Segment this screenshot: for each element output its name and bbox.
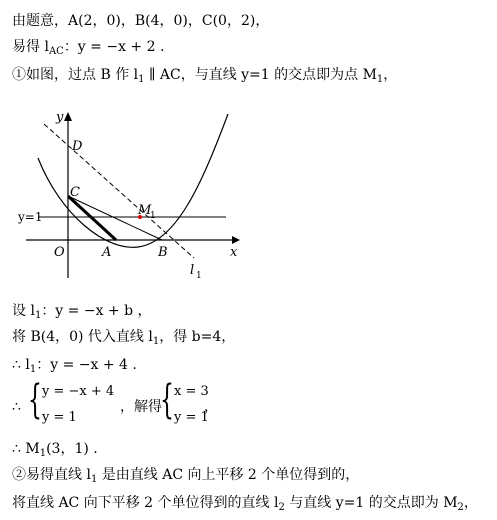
segment-ca	[68, 196, 116, 240]
line-l1-label: l	[190, 263, 195, 278]
step1-sub-2: 1	[376, 74, 384, 85]
point-d-label: D	[72, 139, 83, 154]
set-l1-sub: 1	[34, 310, 42, 321]
set-l1-eq: ：y = −x + b ，	[41, 303, 152, 319]
l1-result-eq: ：y = −x + 4 .	[36, 357, 137, 373]
m1-coords: (3，1) .	[46, 441, 98, 457]
system1-eq1: y = −x + 4	[42, 384, 115, 399]
step1-part-a: ①如图，过点 B 作 l	[12, 67, 139, 83]
l1-result-sub: 1	[29, 364, 37, 375]
line-y1-label: y=1	[18, 210, 43, 224]
step1-sub-1: 1	[138, 74, 145, 85]
system-therefore: ∴	[12, 399, 21, 415]
substitute-prefix: 将 B(4，0) 代入直线 l	[12, 329, 153, 345]
origin-label: O	[54, 245, 65, 260]
lac-prefix: 易得 l	[12, 39, 49, 55]
x-axis-arrow	[232, 236, 240, 244]
step1-part-c: ，	[383, 67, 398, 83]
system2-eq1: x = 3	[174, 384, 209, 399]
line-lac	[12, 38, 164, 61]
system1-eq2: y = 1	[42, 410, 77, 425]
step2-sub: 1	[90, 474, 98, 485]
point-b-label: B	[158, 245, 168, 260]
line-set-l1	[12, 302, 152, 325]
step2-rest: 是由直线 AC 向上平移 2 个单位得到的，	[97, 467, 360, 483]
y-axis-arrow	[64, 112, 72, 121]
m1-prefix: ∴ M	[12, 441, 40, 457]
given-points-text: 由题意，A(2，0)，B(4，0)，C(0，2)，	[12, 13, 270, 29]
lac-subscript: AC	[48, 46, 64, 57]
line-m1-result	[12, 440, 98, 463]
solve-text: ，解得	[120, 399, 162, 415]
line-step1	[12, 66, 397, 89]
step2-prefix: ②易得直线 l	[12, 467, 91, 483]
line-step2-continued	[12, 494, 478, 517]
system1-brace: {	[28, 377, 42, 423]
line-solve	[120, 398, 162, 416]
lac-equation: ：y = −x + 2 .	[63, 39, 165, 55]
line-l1-result	[12, 356, 137, 379]
substitute-result: ，得 b=4，	[159, 329, 236, 345]
m1-sub: 1	[39, 448, 47, 459]
line-l1-dashed	[44, 124, 194, 258]
line-l1-sub: 1	[196, 271, 202, 281]
line-given-points	[12, 12, 269, 30]
line-step2	[12, 466, 359, 489]
set-l1-prefix: 设 l	[12, 303, 35, 319]
substitute-sub: 1	[152, 336, 160, 347]
step2c-sub: 2	[278, 502, 285, 513]
step2c-sub2: 2	[457, 502, 464, 513]
point-a-label: A	[102, 245, 112, 260]
system2-eq2: y = 1	[174, 410, 209, 425]
point-c-label: C	[70, 185, 80, 200]
line-system-therefore	[12, 398, 21, 416]
step2c-end: ，	[463, 495, 478, 511]
l1-result-prefix: ∴ l	[12, 357, 30, 373]
point-m1-label: M	[138, 203, 152, 218]
system-comma: ，	[204, 399, 218, 415]
system2-brace: {	[160, 377, 174, 423]
parabola	[38, 114, 228, 247]
coordinate-figure	[16, 106, 246, 286]
step2c-mid: 与直线 y=1 的交点即为 M	[284, 495, 458, 511]
line-substitute-b	[12, 328, 235, 351]
x-axis-label: x	[230, 245, 238, 260]
line-system-comma	[204, 398, 218, 416]
step1-part-b: ∥ AC，与直线 y=1 的交点即为点 M	[144, 67, 377, 83]
point-m1-sub: 1	[150, 211, 156, 221]
step2c-prefix: 将直线 AC 向下平移 2 个单位得到的直线 l	[12, 495, 279, 511]
y-axis-label: y	[56, 110, 64, 125]
